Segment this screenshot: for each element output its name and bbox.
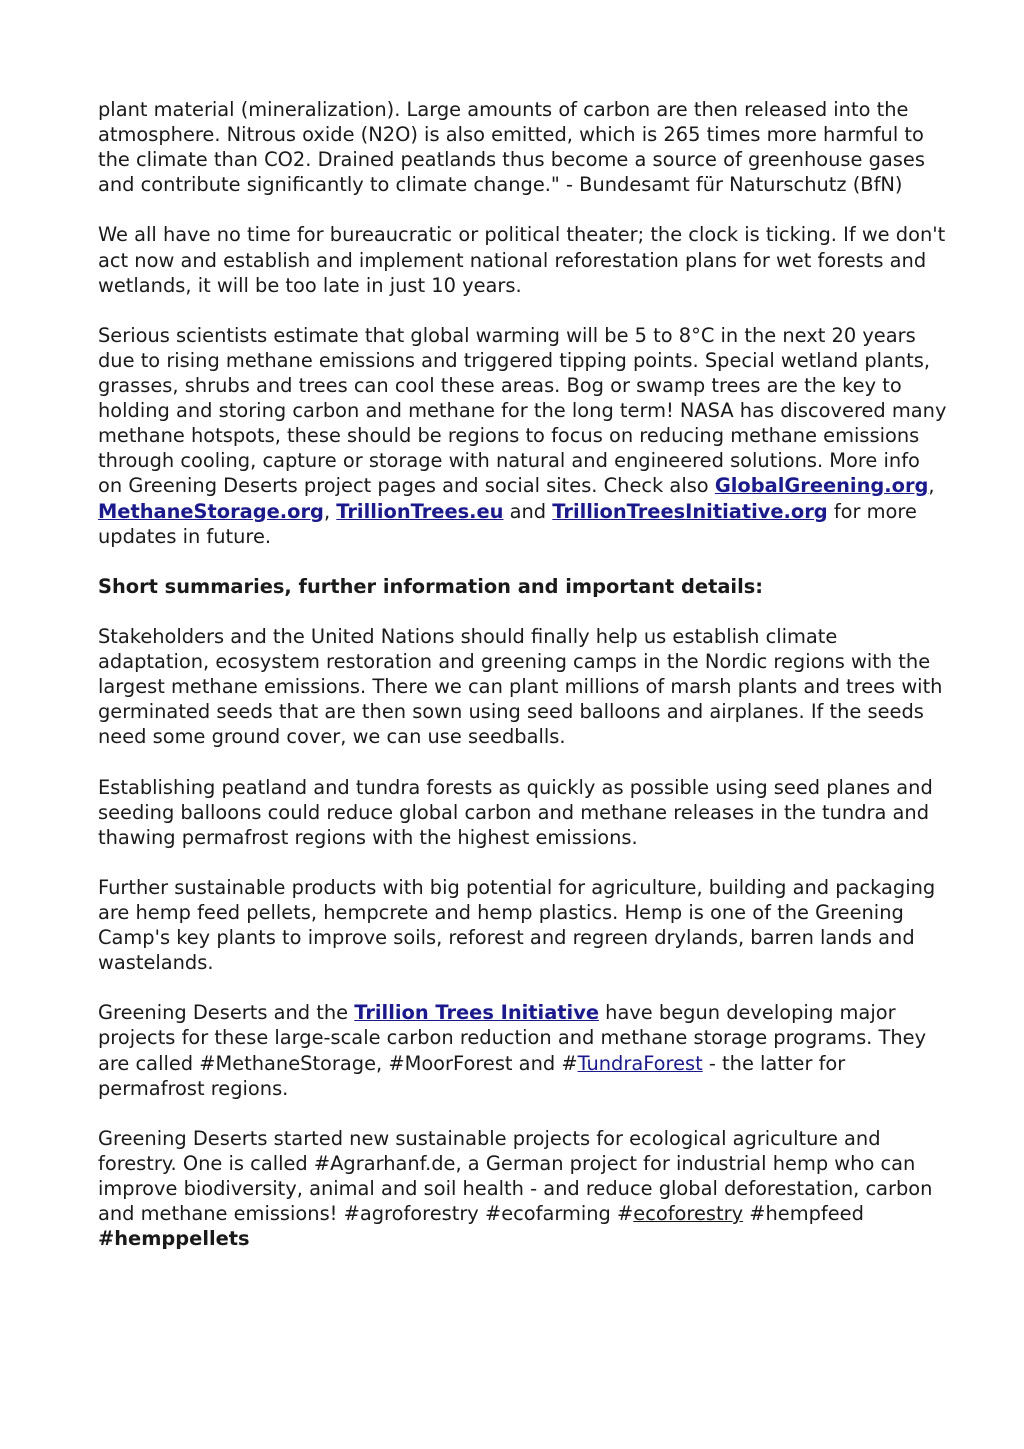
link-methanestorage[interactable]: MethaneStorage.org	[98, 499, 324, 523]
paragraph-hemp-products: Further sustainable products with big potential for agriculture, building and packaging are hemp feed pellets, hempcrete and hemp plastics. Hemp is one of the Greening Camp's key plants to improve soils, reforest and regreen drylands, barren lands and wastelands.	[98, 875, 936, 975]
paragraph-text: Serious scientists estimate that global warming will be 5 to 8°C in the next 20 years due to rising methane emissions and triggered tipping points. Special wetland plants, grasses, shrubs and trees can cool these areas. Bog or swamp trees are the key to holding and storing carbon and methane for the long term! NASA has discovered many methane hotspots, these should be regions to focus on reducing methane emissions through cooling, capture or storage with natural and engineered solutions. More info on Greening Deserts project pages and social sites. Check also	[98, 323, 947, 498]
hashtag-hemppellets: #hemppellets	[98, 1227, 250, 1251]
link-trillion-trees-initiative[interactable]: Trillion Trees Initiative	[354, 1001, 599, 1025]
paragraph-peatland-emissions: plant material (mineralization). Large amounts of carbon are then released into the atmosphere. Nitrous oxide (N2O) is also emitted, which is 265 times more harmful to the climate than CO2. Drained peatlands thus become a source of greenhouse gases and contribute significantly to climate change." - Bundesamt für Naturschutz (BfN)	[98, 98, 925, 197]
paragraph-no-time: We all have no time for bureaucratic or political theater; the clock is ticking. If we don't act now and establish and implement national reforestation plans for wet forests and wetlands, it will be too late in just 10 years.	[98, 223, 946, 297]
separator: and	[503, 499, 553, 523]
paragraph-agrarhanf	[98, 1126, 948, 1251]
link-tundraforest[interactable]: TundraForest	[577, 1051, 703, 1075]
paragraph-mid: #hempfeed	[743, 1202, 864, 1226]
paragraph-global-warming	[98, 323, 948, 549]
link-globalgreening[interactable]: GlobalGreening.org	[714, 474, 929, 498]
paragraph-lead: Greening Deserts and the	[98, 1001, 355, 1025]
paragraph-text: Greening Deserts started new sustainable projects for ecological agriculture and forestry. One is called #Agrarhanf.de, a German project for industrial hemp who can improve biodiversity, animal and soil health - and reduce global deforestation, carbon and methane emissions! #agroforestry #ecofarming #	[98, 1126, 933, 1226]
document-page	[98, 97, 948, 1276]
link-trilliontrees-eu[interactable]: TrillionTrees.eu	[336, 499, 504, 523]
paragraph-tail: for more updates in future.	[98, 499, 917, 548]
paragraph-mid: have begun developing major projects for these large-scale carbon reduction and methane storage programs. They are called #MethaneStorage, #MoorForest and #	[98, 1001, 927, 1075]
separator: ,	[323, 499, 337, 523]
paragraph-stakeholders: Stakeholders and the United Nations should finally help us establish climate adaptation, ecosystem restoration and greening camps in the Nordic regions with the largest methane emissions. There we can plant millions of marsh plants and trees with germinated seeds that are then sown using seed balloons and airplanes. If the seeds need some ground cover, we can use seedballs.	[98, 624, 943, 749]
section-heading: Short summaries, further information and important details:	[98, 574, 764, 598]
paragraph-trillion-trees	[98, 1000, 948, 1100]
separator: ,	[928, 474, 935, 498]
link-trilliontreesinitiative[interactable]: TrillionTreesInitiative.org	[552, 499, 828, 523]
link-ecoforestry[interactable]: ecoforestry	[633, 1202, 744, 1226]
paragraph-tail: - the latter for permafrost regions.	[98, 1051, 846, 1100]
paragraph-tundra-forests: Establishing peatland and tundra forests as quickly as possible using seed planes and seeding balloons could reduce global carbon and methane releases in the tundra and thawing permafrost regions with the highest emissions.	[98, 775, 933, 849]
